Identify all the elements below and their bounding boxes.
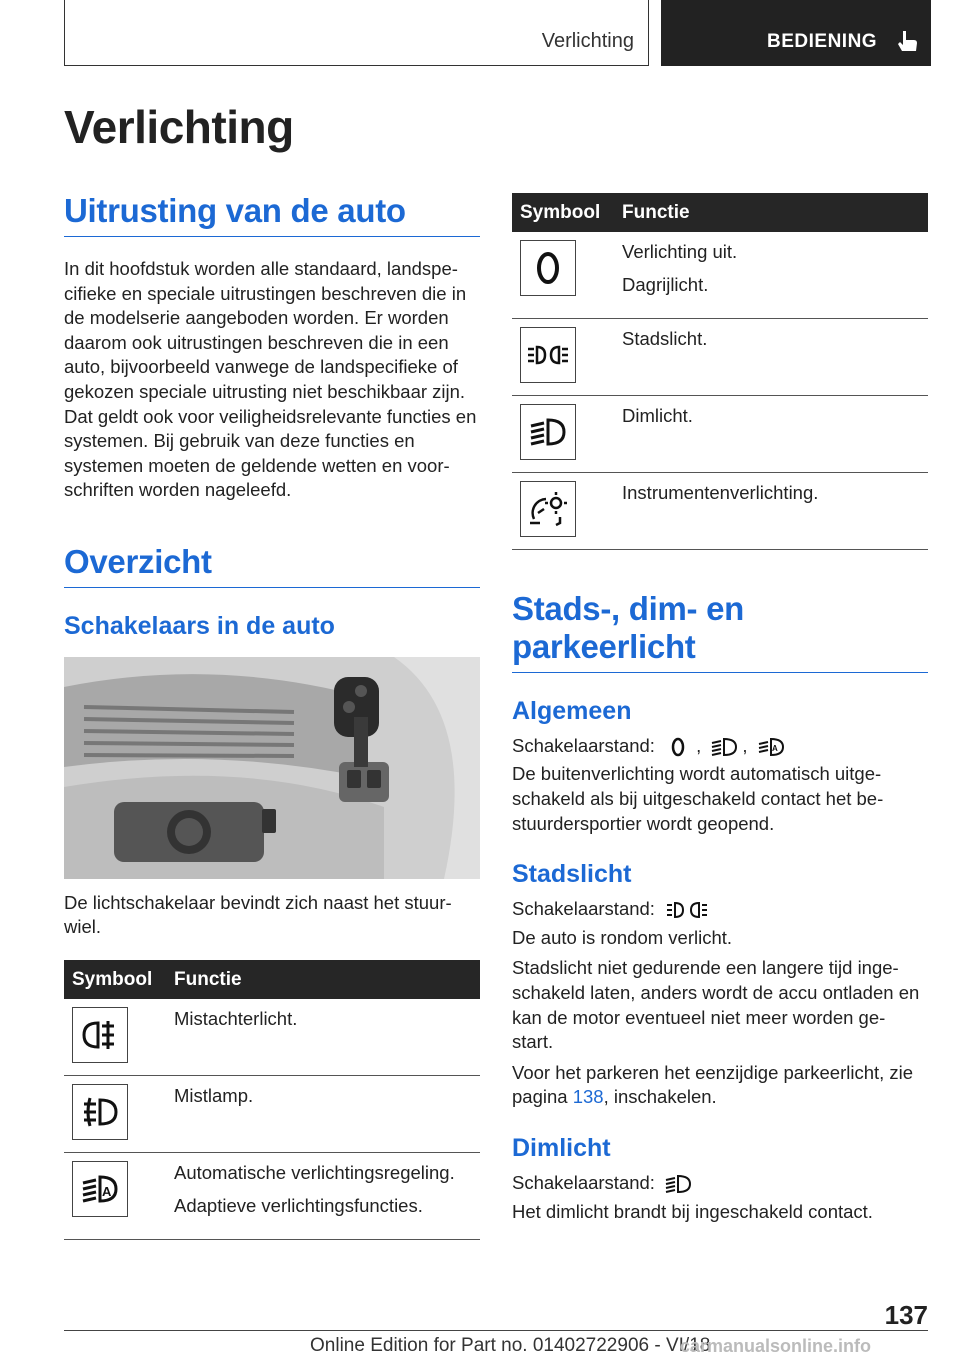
general-text: De buitenverlichting wordt automatisch uitge- schakeld als bij uitgeschakeld contact het be- stuurdersportier wordt geopend. — [512, 763, 884, 834]
table-header-function: Functie — [166, 960, 480, 999]
switch-position-label: Schakelaarstand: — [512, 898, 655, 920]
table-row — [64, 1076, 480, 1153]
parking-text-3-start: Voor het parkeren het eenzijdige parkeerlicht, zie pagina — [512, 1061, 914, 1108]
lowbeam-text: Het dimlicht brandt bij ingeschakeld contact. — [512, 1200, 873, 1222]
auto-headlight-icon — [757, 736, 785, 758]
header-section-label: Verlichting — [541, 30, 634, 52]
function-text: Mistachterlicht. — [174, 1008, 298, 1029]
table-header-function: Functie — [614, 193, 928, 232]
parking-switch-line — [512, 897, 928, 922]
header-section-tab — [64, 0, 649, 66]
svg-text:A: A — [771, 743, 778, 753]
table-row — [512, 473, 928, 550]
separator: , — [742, 734, 748, 756]
paragraph-equipment: In dit hoofdstuk worden alle standaard, landspe- cifieke en speciale uitrustingen beschreven die in de modelserie aangeboden worden. Er worden daarom ook uitrustingen beschreven die in een auto, bijvoorbeeld vanwege de landspecifieke of gekozen speciale uitrusting niet beschikbaar zijn. Dat geldt ook voor veiligheidsrelevante functies en systemen. Bij gebruik van deze functies en systemen moeten de geldende wetten en voor- schriften worden nageleefd. — [64, 257, 477, 501]
heading-lights: Stads-, dim- en parkeerlicht — [512, 590, 928, 673]
heading-switches: Schakelaars in de auto — [64, 611, 335, 640]
low-beam-icon — [664, 1173, 692, 1195]
auto-headlight-icon — [72, 1161, 128, 1217]
svg-text:A: A — [102, 1184, 112, 1199]
table-row — [64, 1153, 480, 1240]
page-number: 137 — [884, 1300, 928, 1330]
parking-text-3 — [512, 1061, 928, 1110]
general-switch-line — [512, 734, 928, 759]
table-row — [64, 999, 480, 1076]
header-chapter-label: BEDIENING — [767, 31, 878, 52]
watermark: carmanualsonline.info — [680, 1336, 872, 1356]
table-header-symbol: Symbool — [512, 193, 614, 232]
symbol-table-right — [512, 193, 928, 550]
function-text: Mistlamp. — [174, 1085, 254, 1106]
pointing-hand-icon — [894, 28, 920, 54]
table-header-symbol: Symbool — [64, 960, 166, 999]
table-row — [512, 319, 928, 396]
parking-text-3-end: , inschakelen. — [603, 1086, 717, 1108]
function-text: Stadslicht. — [622, 328, 708, 349]
header-chapter-tab — [661, 0, 931, 66]
function-text: Instrumentenverlichting. — [622, 482, 819, 503]
fog-lamp-icon — [72, 1084, 128, 1140]
photo-caption: De lichtschakelaar bevindt zich naast het stuur- wiel. — [64, 891, 452, 938]
parking-light-icon — [664, 899, 710, 921]
function-text: Adaptieve verlichtingsfuncties. — [174, 1195, 423, 1216]
page-link-138[interactable]: 138 — [572, 1086, 604, 1108]
function-text: Automatische verlichtingsregeling. — [174, 1162, 455, 1183]
heading-parking-light: Stadslicht — [512, 860, 632, 889]
lowbeam-switch-line — [512, 1171, 928, 1196]
table-row — [512, 232, 928, 319]
parking-text-1: De auto is rondom verlicht. — [512, 926, 733, 948]
page-title: Verlichting — [64, 101, 294, 153]
heading-general: Algemeen — [512, 696, 632, 725]
low-beam-icon — [710, 736, 738, 758]
symbol-table-left — [64, 960, 480, 1240]
dashboard-photo — [64, 657, 480, 879]
left-column — [64, 192, 480, 1240]
table-row — [512, 396, 928, 473]
edition-text: Online Edition for Part no. 01402722906 - VI/18 — [310, 1335, 711, 1356]
zero-position-icon — [520, 240, 576, 296]
right-column — [512, 193, 928, 1224]
heading-overview: Overzicht — [64, 543, 480, 588]
function-text: Verlichting uit. — [622, 241, 738, 262]
dashboard-illustration — [64, 657, 480, 879]
function-text: Dimlicht. — [622, 405, 693, 426]
instrument-lighting-icon — [520, 481, 576, 537]
separator: , — [696, 734, 702, 756]
parking-text-2: Stadslicht niet gedurende een langere tijd inge- schakeld laten, anders wordt de accu ontladen en kan de motor eventueel niet meer worden ge- start. — [512, 957, 920, 1053]
rear-fog-light-icon — [72, 1007, 128, 1063]
footer-divider — [64, 1330, 928, 1331]
heading-low-beam: Dimlicht — [512, 1134, 611, 1162]
heading-equipment: Uitrusting van de auto — [64, 192, 480, 237]
switch-position-label: Schakelaarstand: — [512, 1172, 655, 1193]
low-beam-icon — [520, 404, 576, 460]
zero-position-icon — [664, 736, 692, 758]
switch-position-label: Schakelaarstand: — [512, 734, 655, 756]
parking-light-icon — [520, 327, 576, 383]
function-text: Dagrijlicht. — [622, 274, 709, 295]
